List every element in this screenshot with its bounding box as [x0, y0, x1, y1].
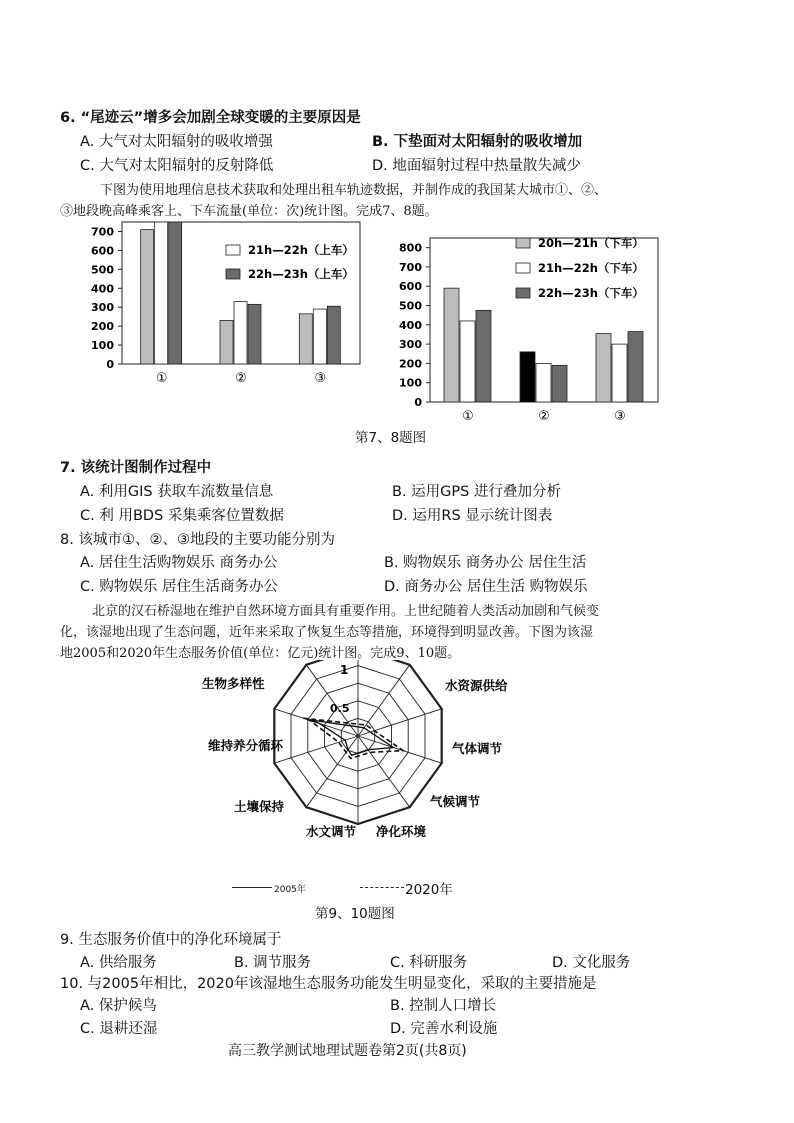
left-legend-label: 22h—23h（上车）	[248, 267, 354, 281]
left-bar	[313, 309, 326, 364]
right-legend-swatch	[516, 263, 530, 273]
right-ytick-label: 200	[399, 357, 422, 371]
left-ytick-label: 200	[91, 320, 114, 334]
caption-78: 第7、8题图	[355, 430, 427, 446]
right-ytick-label: 100	[399, 376, 422, 390]
q8-option-a[interactable]: A. 居住生活购物娱乐 商务办公	[80, 555, 278, 571]
left-ytick-label: 100	[91, 339, 114, 353]
radar-axis-label: 维持养分循环	[208, 738, 284, 753]
q9-option-d[interactable]: D. 文化服务	[552, 955, 631, 971]
q10-option-a[interactable]: A. 保护候鸟	[80, 998, 157, 1014]
radar-axis-label: 净化环境	[376, 824, 427, 839]
right-ytick-label: 300	[399, 338, 422, 352]
q8-option-c[interactable]: C. 购物娱乐 居住生活商务办公	[80, 579, 278, 595]
q10-stem: 10. 与2005年相比，2020年该湿地生态服务功能发生明显变化，采取的主要措施是	[60, 976, 597, 992]
radar-axis-label: 生物多样性	[202, 676, 265, 691]
right-legend-label: 22h—23h（下车）	[538, 286, 644, 300]
intro-78-line1: 下图为使用地理信息技术获取和处理出租车轨迹数据，并制作成的我国某大城市①、②、	[100, 183, 608, 198]
q9-stem: 9. 生态服务价值中的净化环境属于	[60, 932, 282, 948]
intro-78-line2: ③地段晚高峰乘客上、下车流量(单位：次)统计图。完成7、8题。	[60, 204, 438, 219]
right-bar	[444, 288, 459, 402]
left-category-label: ②	[235, 371, 247, 386]
right-category-label: ③	[614, 409, 626, 424]
right-bar	[476, 310, 491, 402]
q6-option-a[interactable]: A. 大气对太阳辐射的吸收增强	[80, 134, 273, 150]
q10-option-c[interactable]: C. 退耕还湿	[80, 1021, 158, 1037]
left-bar	[234, 302, 247, 364]
radar-spoke	[358, 736, 410, 807]
legend-2005-line	[232, 887, 272, 888]
left-bar	[248, 304, 261, 364]
left-bar	[299, 314, 312, 364]
left-legend-label: 21h—22h（上车）	[248, 243, 354, 257]
alighting-bar-chart	[390, 228, 670, 424]
q8-stem: 8. 该城市①、②、③地段的主要功能分别为	[60, 532, 335, 548]
right-ytick-label: 0	[414, 396, 422, 409]
right-legend-swatch	[516, 238, 530, 248]
intro-910-line2: 化，该湿地出现了生态问题，近年来采取了恢复生态等措施，环境得到明显改善。下图为该湿	[60, 625, 594, 640]
q8-option-d[interactable]: D. 商务办公 居住生活 购物娱乐	[384, 579, 588, 595]
left-ytick-label: 400	[91, 282, 114, 296]
q9-option-a[interactable]: A. 供给服务	[80, 955, 157, 971]
right-ytick-label: 600	[399, 280, 422, 294]
right-ytick-label: 500	[399, 299, 422, 313]
intro-910-line1: 北京的汉石桥湿地在维护自然环境方面具有重要作用。上世纪随着人类活动加剧和气候变	[92, 604, 600, 619]
right-bar	[596, 334, 611, 402]
ecosystem-radar-chart	[190, 660, 520, 860]
boarding-bar-chart	[60, 218, 380, 386]
legend-2020-line	[360, 887, 404, 888]
right-bar	[628, 332, 643, 402]
q7-option-d[interactable]: D. 运用RS 显示统计图表	[392, 508, 553, 524]
q7-option-a[interactable]: A. 利用GIS 获取车流数量信息	[80, 484, 274, 500]
legend-2020-label: 2020年	[405, 882, 453, 898]
q8-option-b[interactable]: B. 购物娱乐 商务办公 居住生活	[384, 555, 587, 571]
q9-option-c[interactable]: C. 科研服务	[390, 955, 468, 971]
left-bar	[169, 222, 182, 364]
right-bar	[536, 363, 551, 402]
left-bar	[327, 306, 340, 364]
right-bar	[552, 365, 567, 402]
right-legend-label: 20h—21h（下车）	[538, 236, 644, 250]
left-bar	[141, 230, 154, 364]
radar-axis-label: 水资源供给	[445, 678, 508, 693]
radar-axis-label: 气候调节	[430, 794, 481, 809]
radar-scale-05: 0.5	[330, 702, 350, 715]
right-category-label: ②	[538, 409, 550, 424]
q6-option-b[interactable]: B. 下垫面对太阳辐射的吸收增加	[372, 134, 583, 150]
left-category-label: ①	[155, 371, 168, 386]
q6-stem: 6. “尾迹云”增多会加剧全球变暖的主要原因是	[60, 110, 361, 126]
left-bar	[220, 320, 233, 364]
q9-option-b[interactable]: B. 调节服务	[234, 955, 312, 971]
q7-stem: 7. 该统计图制作过程中	[60, 460, 212, 476]
right-legend-swatch	[516, 288, 530, 298]
radar-scale-1: 1	[340, 663, 349, 677]
page-footer: 高三教学测试地理试题卷第2页(共8页)	[228, 1043, 467, 1059]
radar-spoke	[306, 736, 358, 807]
radar-axis-label: 土壤保持	[234, 799, 285, 814]
left-legend-swatch	[226, 245, 240, 255]
q6-option-d[interactable]: D. 地面辐射过程中热量散失减少	[372, 158, 581, 174]
right-ytick-label: 400	[399, 318, 422, 332]
left-legend-swatch	[226, 269, 240, 279]
q10-option-d[interactable]: D. 完善水利设施	[390, 1021, 498, 1037]
radar-axis-label: 气体调节	[452, 741, 503, 756]
caption-910: 第9、10题图	[315, 906, 395, 922]
left-ytick-label: 500	[91, 263, 114, 277]
right-legend-label: 21h—22h（下车）	[538, 261, 644, 275]
intro-910-line3: 地2005和2020年生态服务价值(单位：亿元)统计图。完成9、10题。	[60, 646, 461, 661]
left-category-label: ③	[314, 371, 327, 386]
left-ytick-label: 300	[91, 301, 114, 315]
left-ytick-label: 600	[91, 244, 114, 258]
q7-option-c[interactable]: C. 利 用BDS 采集乘客位置数据	[80, 508, 284, 524]
right-bar	[520, 352, 535, 402]
q6-option-c[interactable]: C. 大气对太阳辐射的反射降低	[80, 158, 274, 174]
q7-option-b[interactable]: B. 运用GPS 进行叠加分析	[392, 484, 561, 500]
radar-axis-label: 水文调节	[306, 824, 357, 839]
left-bar	[155, 222, 168, 364]
right-bar	[612, 344, 627, 402]
right-category-label: ①	[462, 409, 474, 424]
q10-option-b[interactable]: B. 控制人口增长	[390, 998, 497, 1014]
radar-spoke	[358, 665, 410, 736]
legend-2005-label: 2005年	[274, 885, 306, 895]
right-bar	[460, 321, 475, 402]
right-ytick-label: 700	[399, 260, 422, 274]
right-ytick-label: 800	[399, 241, 422, 255]
left-ytick-label: 0	[106, 358, 114, 371]
left-ytick-label: 700	[91, 225, 114, 239]
